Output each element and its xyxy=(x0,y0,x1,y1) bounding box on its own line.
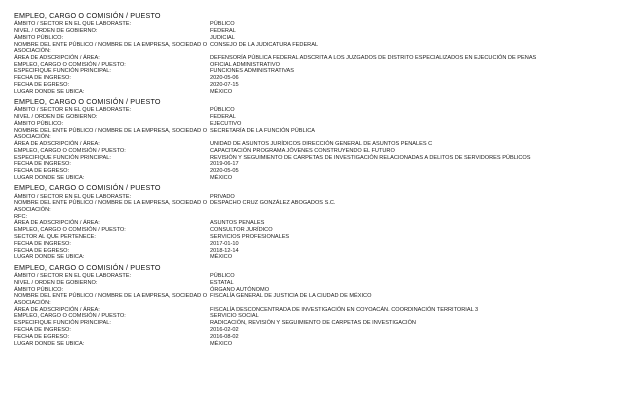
employment-section xyxy=(14,96,635,181)
field-label: FECHA DE EGRESO: xyxy=(14,81,70,88)
field-value: EJECUTIVO xyxy=(210,120,242,127)
field-row xyxy=(14,241,635,248)
field-label: ÁREA DE ADSCRIPCIÓN / ÁREA: xyxy=(14,220,100,227)
field-label: LUGAR DONDE SE UBICA: xyxy=(14,254,85,261)
field-row xyxy=(14,21,635,28)
field-row xyxy=(14,107,635,114)
field-value: ESTATAL xyxy=(210,279,234,286)
field-value: MÉXICO xyxy=(210,340,233,347)
field-label: FECHA DE EGRESO: xyxy=(14,333,70,340)
field-value: PRIVADO xyxy=(210,193,235,200)
field-value: MÉXICO xyxy=(210,174,233,181)
field-value: SERVICIO SOCIAL xyxy=(210,313,259,320)
field-row xyxy=(14,154,635,161)
field-row xyxy=(14,175,635,182)
field-value: PÚBLICO xyxy=(210,107,235,114)
field-value: 2016-02-02 xyxy=(210,326,239,333)
field-row xyxy=(14,75,635,82)
field-value: 2020-05-05 xyxy=(210,168,239,175)
field-label: FECHA DE INGRESO: xyxy=(14,75,71,82)
section-title: EMPLEO, CARGO O COMISIÓN / PUESTO xyxy=(14,11,161,20)
section-title: EMPLEO, CARGO O COMISIÓN / PUESTO xyxy=(14,183,161,193)
section-title: EMPLEO, CARGO O COMISIÓN / PUESTO xyxy=(14,262,161,272)
field-value: DEFENSORÍA PÚBLICA FEDERAL ADSCRITA A LOS JUZGADOS DE DISTRITO ESPECIALIZADOS EN EJECUCIÓN DE PENAS xyxy=(210,54,537,61)
field-label: ESPECIFIQUE FUNCIÓN PRINCIPAL: xyxy=(14,154,111,161)
field-value: SERVICIOS PROFESIONALES xyxy=(210,233,290,240)
field-row xyxy=(14,313,635,320)
field-value: 2017-01-10 xyxy=(210,240,239,247)
field-row xyxy=(14,220,635,227)
field-row xyxy=(14,35,635,42)
field-value: ASUNTOS PENALES xyxy=(210,220,265,227)
field-label: ÁREA DE ADSCRIPCIÓN / ÁREA: xyxy=(14,54,100,61)
field-row xyxy=(14,227,635,234)
field-value: PÚBLICO xyxy=(210,273,235,280)
field-label: EMPLEO, CARGO O COMISIÓN / PUESTO: xyxy=(14,227,126,234)
field-value: FISCALÍA DESCONCENTRADA DE INVESTIGACIÓN EN COYOACÁN. COORDINACIÓN TERRITORIAL 3 xyxy=(210,306,479,313)
field-row xyxy=(14,114,635,121)
field-value: CONSULTOR JURÍDICO xyxy=(210,227,273,234)
field-value: 2020-05-06 xyxy=(210,75,239,82)
field-row xyxy=(14,247,635,254)
field-value: MÉXICO xyxy=(210,254,233,261)
field-value: FEDERAL xyxy=(210,114,236,121)
field-value: FUNCIONES ADMINISTRATIVAS xyxy=(210,68,295,75)
field-value: 2020-07-15 xyxy=(210,81,239,88)
field-label: LUGAR DONDE SE UBICA: xyxy=(14,88,85,95)
field-label: NOMBRE DEL ENTE PÚBLICO / NOMBRE DE LA EMPRESA, SOCIEDAD O ASOCIACIÓN: xyxy=(14,293,208,306)
field-value: RADICACIÓN, REVISIÓN Y SEGUIMIENTO DE CARPETAS DE INVESTIGACIÓN xyxy=(210,320,416,327)
field-value: PÚBLICO xyxy=(210,21,235,28)
field-row xyxy=(14,41,635,54)
field-value: SECRETARÍA DE LA FUNCIÓN PÚBLICA xyxy=(210,127,315,134)
field-row xyxy=(14,327,635,334)
field-value: CAPACITACIÓN PROGRAMA JÓVENES CONSTRUYENDO EL FUTURO xyxy=(210,147,395,154)
field-value: UNIDAD DE ASUNTOS JURÍDICOS DIRECCIÓN GENERAL DE ASUNTOS PENALES C xyxy=(210,140,433,147)
field-label: NOMBRE DEL ENTE PÚBLICO / NOMBRE DE LA EMPRESA, SOCIEDAD O ASOCIACIÓN: xyxy=(14,200,208,213)
field-label: ÁREA DE ADSCRIPCIÓN / ÁREA: xyxy=(14,140,100,147)
field-value: CONSEJO DE LA JUDICATURA FEDERAL xyxy=(210,41,319,48)
field-row xyxy=(14,254,635,261)
field-value: MÉXICO xyxy=(210,88,233,95)
field-label: ESPECIFIQUE FUNCIÓN PRINCIPAL: xyxy=(14,68,111,75)
field-label: FECHA DE INGRESO: xyxy=(14,161,71,168)
field-row xyxy=(14,213,635,220)
field-value: DESPACHO CRUZ GONZÁLEZ ABOGADOS S.C. xyxy=(210,200,336,207)
field-label: ÁREA DE ADSCRIPCIÓN / ÁREA: xyxy=(14,306,100,313)
field-value: JUDICIAL xyxy=(210,34,235,41)
field-value: 2018-12-14 xyxy=(210,247,239,254)
field-label: NIVEL / ORDEN DE GOBIERNO: xyxy=(14,27,98,34)
field-row xyxy=(14,28,635,35)
field-value: REVISIÓN Y SEGUIMIENTO DE CARPETAS DE INVESTIGACIÓN RELACIONADAS A DELITOS DE SERVIDORES PÚBLICOS xyxy=(210,154,531,161)
field-row xyxy=(14,273,635,280)
field-label: NOMBRE DEL ENTE PÚBLICO / NOMBRE DE LA EMPRESA, SOCIEDAD O ASOCIACIÓN: xyxy=(14,127,208,141)
employment-section xyxy=(14,10,635,95)
field-row xyxy=(14,340,635,347)
section-title: EMPLEO, CARGO O COMISIÓN / PUESTO xyxy=(14,97,161,107)
field-label: FECHA DE INGRESO: xyxy=(14,240,71,247)
field-value: OFICIAL ADMINISTRATIVO xyxy=(210,61,280,68)
field-label: NIVEL / ORDEN DE GOBIERNO: xyxy=(14,279,98,286)
field-row xyxy=(14,280,635,287)
field-row xyxy=(14,82,635,89)
field-label: EMPLEO, CARGO O COMISIÓN / PUESTO: xyxy=(14,61,126,68)
field-label: LUGAR DONDE SE UBICA: xyxy=(14,340,85,347)
field-row xyxy=(14,68,635,75)
field-label: NIVEL / ORDEN DE GOBIERNO: xyxy=(14,114,98,121)
field-label: ÁMBITO / SECTOR EN EL QUE LABORASTE: xyxy=(14,107,132,114)
field-label: ÁMBITO / SECTOR EN EL QUE LABORASTE: xyxy=(14,21,132,28)
field-row xyxy=(14,128,635,141)
field-value: FEDERAL xyxy=(210,27,236,34)
field-row xyxy=(14,293,635,306)
field-label: ÁMBITO PÚBLICO: xyxy=(14,120,64,127)
field-row xyxy=(14,88,635,95)
field-row xyxy=(14,121,635,128)
field-label: ÁMBITO / SECTOR EN EL QUE LABORASTE: xyxy=(14,193,132,200)
field-label: LUGAR DONDE SE UBICA: xyxy=(14,174,85,181)
field-value: FISCALÍA GENERAL DE JUSTICIA DE LA CIUDAD DE MÉXICO xyxy=(210,293,372,300)
field-label: FECHA DE EGRESO: xyxy=(14,247,70,254)
field-row xyxy=(14,320,635,327)
field-label: EMPLEO, CARGO O COMISIÓN / PUESTO: xyxy=(14,313,126,320)
field-label: NOMBRE DEL ENTE PÚBLICO / NOMBRE DE LA EMPRESA, SOCIEDAD O ASOCIACIÓN: xyxy=(14,41,208,54)
field-value: 2016-08-02 xyxy=(210,333,239,340)
field-label: ÁMBITO PÚBLICO: xyxy=(14,286,64,293)
field-row xyxy=(14,168,635,175)
field-label: FECHA DE EGRESO: xyxy=(14,168,70,175)
field-value: 2019-06-17 xyxy=(210,161,239,168)
field-row xyxy=(14,200,635,213)
field-value: ÓRGANO AUTÓNOMO xyxy=(210,286,270,293)
field-row xyxy=(14,141,635,148)
field-label: RFC: xyxy=(14,213,28,220)
field-label: FECHA DE INGRESO: xyxy=(14,326,71,333)
field-row xyxy=(14,334,635,341)
employment-section xyxy=(14,182,635,260)
field-row xyxy=(14,161,635,168)
field-label: ÁMBITO PÚBLICO: xyxy=(14,34,64,41)
field-label: EMPLEO, CARGO O COMISIÓN / PUESTO: xyxy=(14,147,126,154)
field-row xyxy=(14,234,635,241)
field-row xyxy=(14,148,635,155)
field-label: SECTOR AL QUE PERTENECE: xyxy=(14,233,96,240)
employment-section xyxy=(14,262,635,347)
field-label: ESPECIFIQUE FUNCIÓN PRINCIPAL: xyxy=(14,320,111,327)
field-row xyxy=(14,55,635,62)
field-label: ÁMBITO / SECTOR EN EL QUE LABORASTE: xyxy=(14,273,132,280)
